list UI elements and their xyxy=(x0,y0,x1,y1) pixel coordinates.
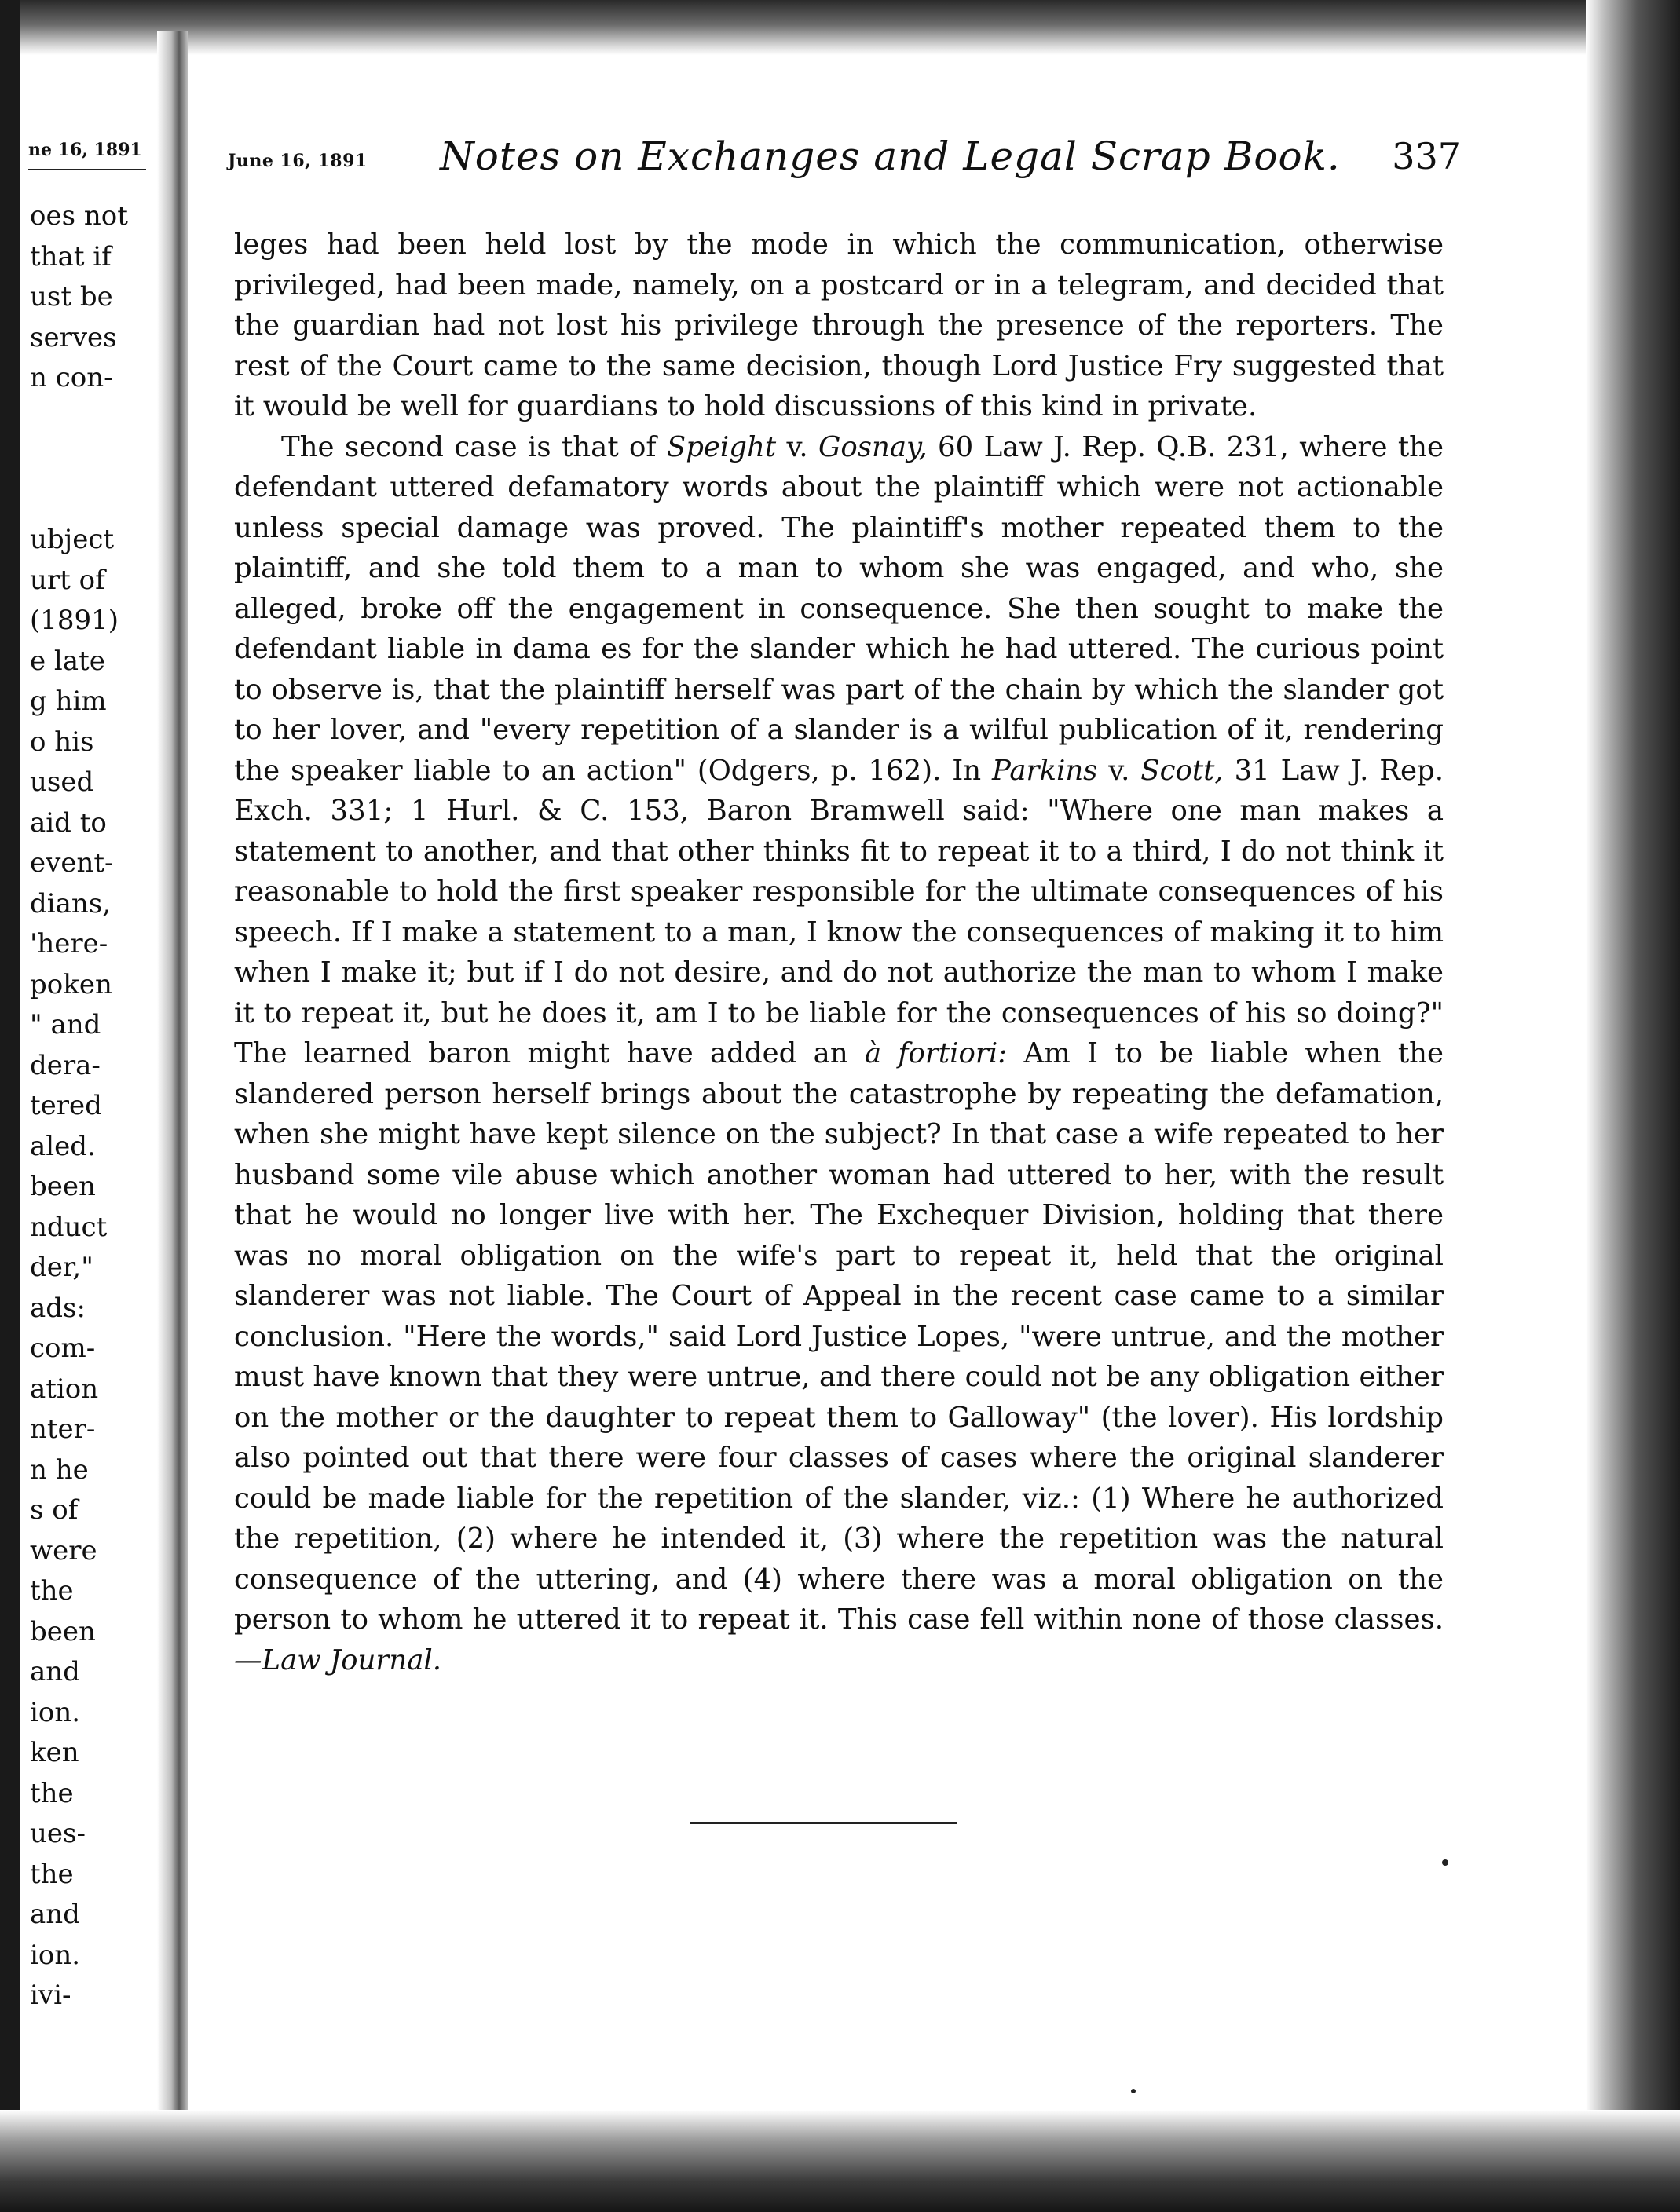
previous-page-line: the xyxy=(30,1575,74,1607)
previous-page-line: ion. xyxy=(30,1696,81,1728)
previous-page-line: ubject xyxy=(30,524,115,555)
previous-page-line: been xyxy=(30,1171,96,1202)
document-page xyxy=(228,0,1461,2212)
previous-page-line: ion. xyxy=(30,1939,81,1971)
text-run: 31 Law J. Rep. Exch. 331; 1 Hurl. & C. 153, Baron Bramwell said: "Where one man makes a statement to another, and that other thinks fit to repeat it to a third, I do not think it reasonable to hold the first speaker responsible for the ultimate consequences of his speech. If I make a statement to a man, I know the consequences of making it to him when I make it; but if I do not desire, and do not authorize the man to whom I make it to repeat it, but he does it, am I to be liable for the consequences of his so doing?" The learned baron might have added an xyxy=(234,754,1444,1069)
previous-page-line: the xyxy=(30,1858,74,1890)
previous-page-line: aled. xyxy=(30,1130,96,1162)
previous-page-line: event- xyxy=(30,847,114,879)
previous-page-line: used xyxy=(30,766,94,798)
case-name: Scott, xyxy=(1140,754,1224,787)
previous-page-line: and xyxy=(30,1656,80,1687)
book-gutter xyxy=(157,31,188,2136)
previous-page-line: that if xyxy=(30,240,112,272)
scan-speck xyxy=(1131,2089,1136,2093)
previous-page-line: nduct xyxy=(30,1211,108,1243)
previous-page-rule xyxy=(28,169,146,170)
case-name: Parkins xyxy=(992,754,1098,787)
previous-page-line: ads: xyxy=(30,1292,86,1324)
previous-page-line: serves xyxy=(30,321,117,353)
header-title: Notes on Exchanges and Legal Scrap Book. xyxy=(440,133,1341,179)
scan-speck xyxy=(1442,1859,1448,1866)
previous-page-line: nter- xyxy=(30,1413,96,1445)
previous-page-line: n he xyxy=(30,1453,89,1486)
previous-page-line: ivi- xyxy=(30,1980,71,2011)
previous-page-line: been xyxy=(30,1615,96,1647)
scan-edge-right xyxy=(1586,0,1680,2212)
previous-page-line: e late xyxy=(30,645,105,677)
previous-page-line: tered xyxy=(30,1090,102,1121)
page-number: 337 xyxy=(1392,135,1461,177)
previous-page-line: urt of xyxy=(30,564,105,596)
previous-page-line: were xyxy=(30,1534,97,1567)
text-run: v. xyxy=(1097,754,1141,787)
previous-page-line: poken xyxy=(30,968,112,1000)
previous-page-line: the xyxy=(30,1777,74,1809)
previous-page-strip xyxy=(20,0,162,2212)
previous-page-line: ust be xyxy=(30,281,113,313)
text-run: The second case is that of xyxy=(281,430,667,463)
previous-page-line: ation xyxy=(30,1373,99,1405)
scan-edge-left xyxy=(0,0,20,2212)
previous-page-line: ues- xyxy=(30,1818,86,1849)
paragraph-1: leges had been held lost by the mode in which the communication, otherwise privileged, had been made, namely, on a postcard or in a telegram, and decided that the guardian had not lost his privilege through the presence of the reporters. The rest of the Court came to the same decision, though Lord Justice Fry suggested that it would be well for guardians to hold discussions of this kind in private. xyxy=(234,229,1444,422)
previous-page-line: " and xyxy=(30,1009,101,1040)
previous-page-line: aid to xyxy=(30,806,107,839)
previous-page-line: g him xyxy=(30,686,107,717)
previous-page-header: ne 16, 1891 xyxy=(28,140,142,160)
latin-phrase: à fortiori: xyxy=(864,1037,1008,1069)
previous-page-line: (1891) xyxy=(30,605,119,636)
text-run: v. xyxy=(776,430,819,463)
previous-page-line: dians, xyxy=(30,887,112,920)
previous-page-line: o his xyxy=(30,726,94,758)
article-body xyxy=(234,225,1444,1680)
previous-page-line: n con- xyxy=(30,362,113,393)
previous-page-line: s of xyxy=(30,1494,79,1526)
previous-page-lines-top xyxy=(30,196,128,399)
previous-page-line: dera- xyxy=(30,1049,101,1081)
previous-page-line: com- xyxy=(30,1333,96,1364)
case-name: Gosnay, xyxy=(818,430,928,463)
text-run: Am I to be liable when the slandered person herself brings about the catastrophe by repeating the defamation, when she might have kept silence on the subject? In that case a wife repeated to her husband some vile abuse which another woman had uttered to her, with the result that he would no longer live with her. The Exchequer Division, holding that there was no moral obligation on the wife's part to repeat it, held that the original slanderer was not liable. The Court of Appeal in the recent case came to a similar conclusion. "Here the words," said Lord Justice Lopes, "were untrue, and the mother must have known that they were untrue, and there could not be any obligation either on the mother or the daughter to repeat them to Galloway" (the lover). His lordship also pointed out that there were four classes of cases where the original slanderer could be made liable for the repetition of the slander, viz.: (1) Where he authorized the repetition, (2) where he intended it, (3) where the repetition was the natural consequence of the uttering, and (4) where there was a moral obligation on the person to whom he uttered it to repeat it. This case fell within none of those classes. xyxy=(234,1037,1444,1636)
paragraph-2 xyxy=(234,427,1444,1681)
previous-page-line: and xyxy=(30,1899,80,1930)
previous-page-line: oes not xyxy=(30,200,128,232)
end-rule xyxy=(690,1822,957,1824)
running-head xyxy=(228,133,1461,188)
source-attribution: —Law Journal. xyxy=(234,1643,442,1676)
case-name: Speight xyxy=(666,430,777,463)
previous-page-line: ken xyxy=(30,1737,79,1768)
header-date: June 16, 1891 xyxy=(228,151,368,171)
previous-page-lines-bottom xyxy=(30,520,119,2016)
previous-page-line: der," xyxy=(30,1252,93,1283)
previous-page-line: 'here- xyxy=(30,928,108,960)
text-run: 60 Law J. Rep. Q.B. 231, where the defendant uttered defamatory words about the plaintiff which were not actionable unless special damage was proved. The plaintiff's mother repeated them to the plaintiff, and she told them to a man to whom she was engaged, and who, she alleged, broke off the engagement in consequence. She then sought to make the defendant liable in dama es for the slander which he had uttered. The curious point to observe is, that the plaintiff herself was part of the chain by which the slander got to her lover, and "every repetition of a slander is a wilful publication of it, rendering the speaker liable to an action" (Odgers, p. 162). In xyxy=(234,430,1444,787)
